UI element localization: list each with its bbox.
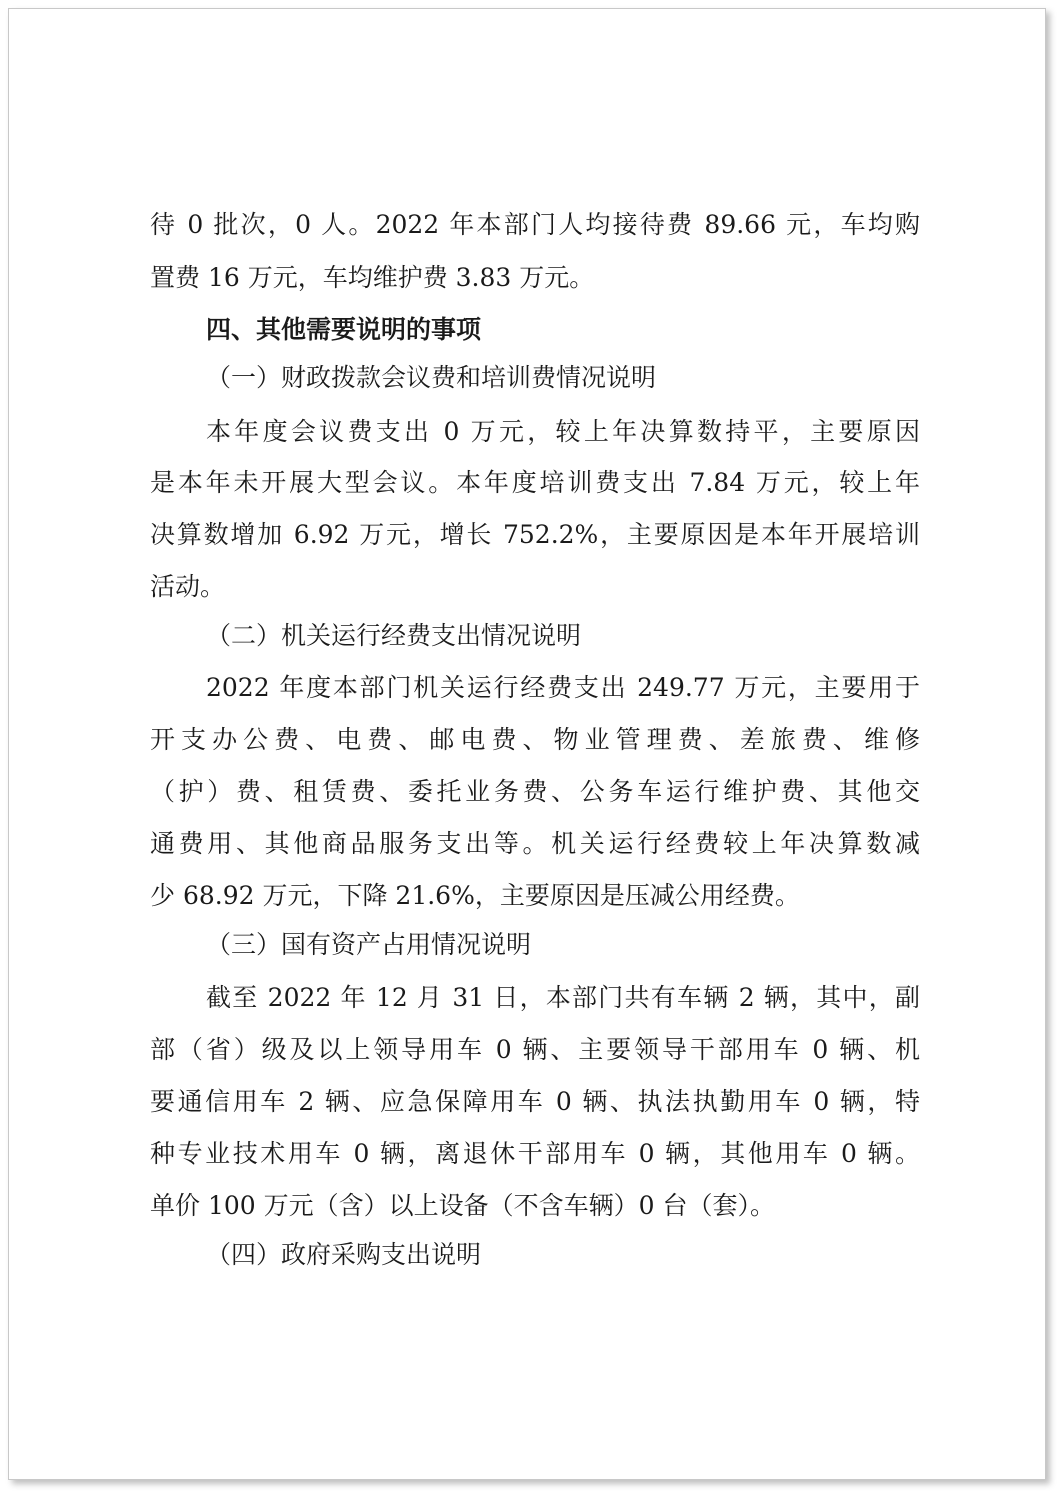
- paragraph-line: 单价 100 万元（含）以上设备（不含车辆）0 台（套）。: [150, 1191, 775, 1220]
- subsection-heading: （四）政府采购支出说明: [206, 1240, 482, 1269]
- paragraph-line: 要通信用车 2 辆、应急保障用车 0 辆、执法执勤用车 0 辆，特: [150, 1087, 920, 1116]
- paragraph-line: 部（省）级及以上领导用车 0 辆、主要领导干部用车 0 辆、机: [150, 1035, 920, 1064]
- subsection-heading: （二）机关运行经费支出情况说明: [206, 621, 582, 650]
- subsection-heading: （一）财政拨款会议费和培训费情况说明: [206, 363, 657, 392]
- paragraph-line: 2022 年度本部门机关运行经费支出 249.77 万元，主要用于: [206, 673, 920, 702]
- paragraph-line: 决算数增加 6.92 万元，增长 752.2%，主要原因是本年开展培训: [150, 520, 920, 549]
- paragraph-line: 本年度会议费支出 0 万元，较上年决算数持平，主要原因: [206, 417, 920, 446]
- paragraph-line: 置费 16 万元，车均维护费 3.83 万元。: [150, 263, 595, 292]
- paragraph-line: 少 68.92 万元，下降 21.6%，主要原因是压减公用经费。: [150, 881, 800, 910]
- subsection-heading: （三）国有资产占用情况说明: [206, 930, 532, 959]
- paragraph-line: 截至 2022 年 12 月 31 日，本部门共有车辆 2 辆，其中，副: [206, 983, 920, 1012]
- paragraph-line: 开支办公费、电费、邮电费、物业管理费、差旅费、维修: [150, 725, 920, 754]
- paragraph-line: 种专业技术用车 0 辆，离退休干部用车 0 辆，其他用车 0 辆。: [150, 1139, 920, 1168]
- paragraph-line: 待 0 批次，0 人。2022 年本部门人均接待费 89.66 元，车均购: [150, 210, 920, 239]
- paragraph-line: 通费用、其他商品服务支出等。机关运行经费较上年决算数减: [150, 829, 920, 858]
- section-heading: 四、其他需要说明的事项: [206, 315, 482, 344]
- paragraph-line: 活动。: [150, 572, 226, 601]
- paragraph-line: （护）费、租赁费、委托业务费、公务车运行维护费、其他交: [150, 777, 920, 806]
- paragraph-line: 是本年未开展大型会议。本年度培训费支出 7.84 万元，较上年: [150, 468, 920, 497]
